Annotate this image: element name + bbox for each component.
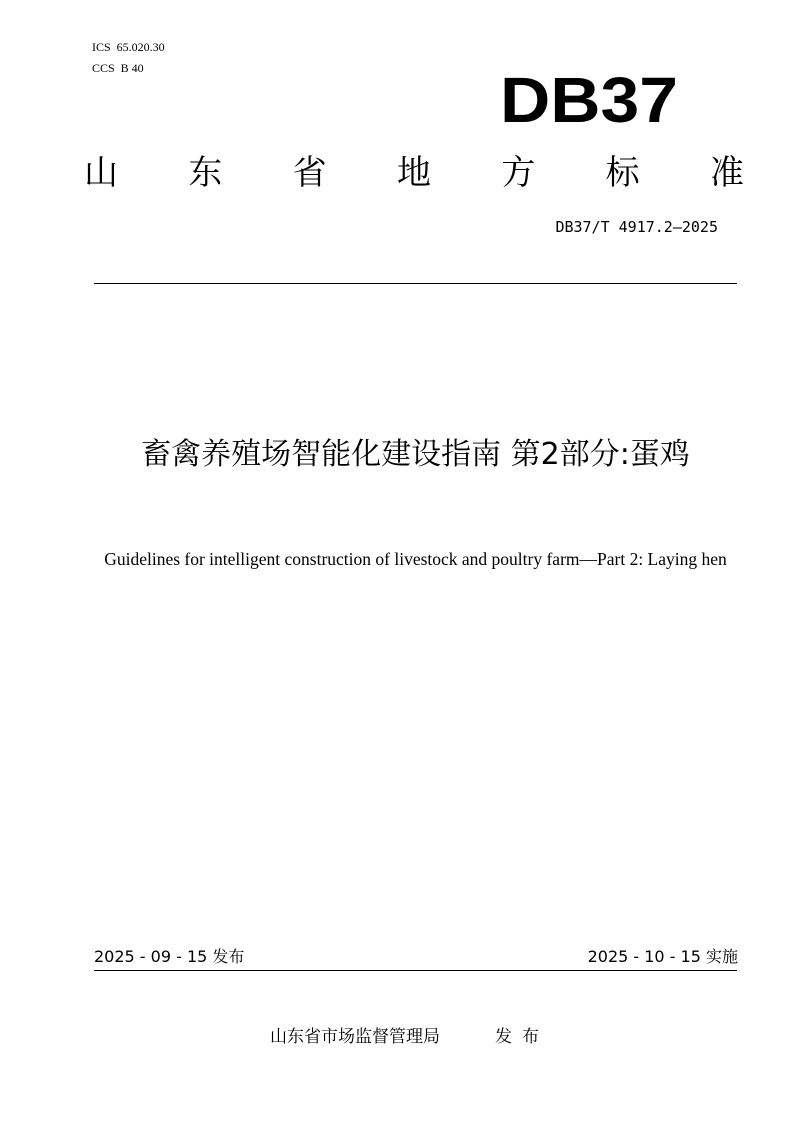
implementation-date: 2025 - 10 - 15 实施 bbox=[587, 947, 738, 966]
standard-type-char: 方 bbox=[501, 153, 536, 193]
standard-type-char: 标 bbox=[605, 153, 640, 193]
publisher-name: 山东省市场监督管理局 bbox=[270, 1027, 440, 1047]
db37-logo-text: DB37 bbox=[500, 64, 678, 134]
standard-number: DB37/T 4917.2—2025 bbox=[555, 218, 718, 236]
top-divider bbox=[94, 283, 737, 284]
standard-type-char: 省 bbox=[292, 153, 327, 193]
standard-type-heading bbox=[84, 148, 744, 198]
issue-date: 2025 - 09 - 15 发布 bbox=[94, 947, 245, 966]
publish-label: 发布 bbox=[495, 1027, 549, 1047]
english-title: Guidelines for intelligent construction of livestock and poultry farm—Part 2: Laying hen bbox=[104, 549, 727, 569]
standard-type-char: 地 bbox=[396, 153, 431, 193]
standard-type-char: 东 bbox=[188, 153, 223, 193]
ics-code: ICS 65.020.30 bbox=[92, 40, 165, 54]
chinese-title: 畜禽养殖场智能化建设指南 第2部分:蛋鸡 bbox=[141, 437, 690, 472]
ccs-code: CCS B 40 bbox=[92, 61, 144, 75]
bottom-divider bbox=[94, 970, 737, 971]
standard-type-char: 山 bbox=[84, 153, 118, 193]
standard-type-char: 准 bbox=[709, 153, 744, 193]
db37-logo bbox=[500, 64, 680, 134]
